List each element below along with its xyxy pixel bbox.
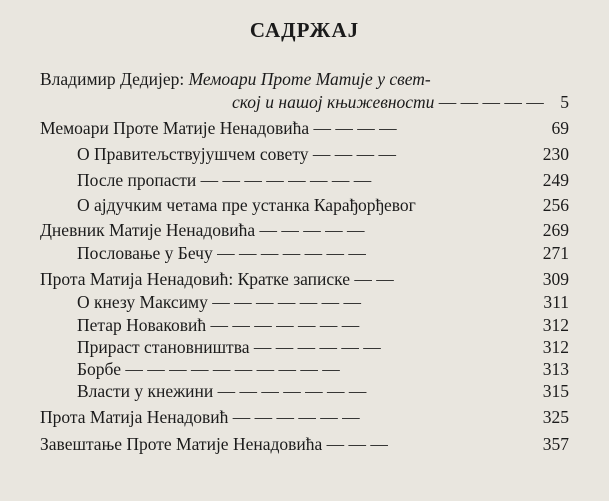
- toc-entry: [0, 433, 609, 455]
- toc-entry-title: Прота Матија Ненадовић — — — — — —: [40, 407, 360, 427]
- toc-entry-dedijer-continued: [0, 91, 609, 113]
- toc-page-number: 325: [542, 407, 569, 427]
- toc-entry-title: О Правитељствујушчем совету — — — —: [77, 144, 396, 164]
- toc-page-number: 315: [542, 381, 569, 401]
- toc-entry: [0, 219, 609, 241]
- toc-entry: [0, 406, 609, 428]
- toc-entry-title: Завештање Проте Матије Ненадовића — — —: [40, 434, 388, 454]
- toc-entry-title: О ајдучким четама пре устанка Карађорђевог: [77, 195, 416, 215]
- toc-entry-author: Владимир Дедијер:: [40, 69, 189, 89]
- toc-entry: [0, 314, 609, 336]
- toc-entry-italic-title: ској и нашој књижевности: [232, 92, 435, 112]
- page-title: САДРЖАЈ: [249, 18, 360, 42]
- toc-entry-title: Дневник Матије Ненадовића — — — — —: [40, 220, 365, 240]
- toc-entry: [0, 143, 609, 165]
- toc-entry-title: Борбе — — — — — — — — — —: [77, 359, 340, 379]
- toc-entry-title: Петар Новаковић — — — — — — —: [77, 315, 360, 335]
- toc-entry: [0, 194, 609, 216]
- toc-entry-title: Власти у кнежини — — — — — — —: [77, 381, 367, 401]
- toc-entry: [0, 380, 609, 402]
- toc-entry: [0, 268, 609, 290]
- toc-entry-dedijer: [0, 68, 609, 90]
- toc-entry-title: После пропасти — — — — — — — —: [77, 170, 372, 190]
- toc-page-number: 357: [542, 434, 569, 454]
- toc-entry-title: Прота Матија Ненадовић: Кратке записке — —: [40, 269, 394, 289]
- toc-page-number: 309: [542, 269, 569, 289]
- toc-page-number: 313: [542, 359, 569, 379]
- toc-entry: [0, 117, 609, 139]
- toc-entry-title: О кнезу Максиму — — — — — — —: [77, 292, 362, 312]
- toc-leader-dashes: — — — — —: [438, 92, 544, 112]
- toc-entry: [0, 291, 609, 313]
- toc-entry: [0, 169, 609, 191]
- toc-page-number: 230: [542, 144, 569, 164]
- toc-page-number: 249: [542, 170, 569, 190]
- toc-entry-title: Прираст становништва — — — — — —: [77, 337, 381, 357]
- toc-page-number: 312: [542, 315, 569, 335]
- toc-page-number: 269: [542, 220, 569, 240]
- toc-page-number: 256: [542, 195, 569, 215]
- toc-entry-title: Мемоари Проте Матије Ненадовића — — — —: [40, 118, 397, 138]
- toc-entry: [0, 358, 609, 380]
- toc-page-number: 311: [543, 292, 569, 312]
- toc-entry: [0, 336, 609, 358]
- toc-entry-italic-title: Мемоари Проте Матије у свет-: [188, 69, 431, 89]
- toc-page-number: 312: [542, 337, 569, 357]
- toc-page-number: 271: [542, 243, 569, 263]
- toc-entry: [0, 242, 609, 264]
- toc-page-number: 5: [560, 92, 569, 112]
- toc-page-number: 69: [551, 118, 569, 138]
- toc-entry-title: Пословање у Бечу — — — — — — —: [77, 243, 366, 263]
